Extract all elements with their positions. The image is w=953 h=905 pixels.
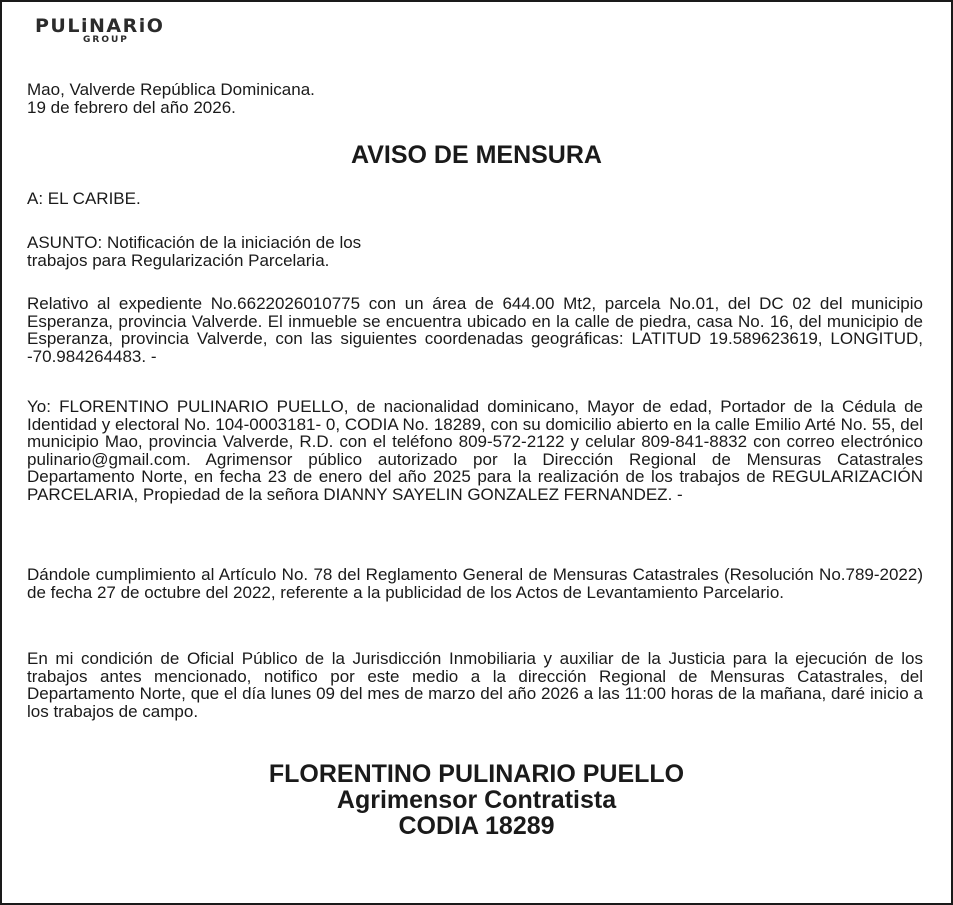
company-logo	[35, 15, 165, 45]
logo-subtitle: GROUP	[83, 35, 129, 45]
header-date: 19 de febrero del año 2026.	[27, 97, 236, 117]
subject-block	[27, 234, 923, 269]
paragraph-condicion: En mi condición de Oficial Público de la Jurisdicción Inmobiliaria y auxiliar de la Justicia para la ejecución de los trabajos antes mencionado, notifico por este medio a la dirección Regional de Mensuras Catastrales, del Departamento Norte, que el día lunes 09 del mes de marzo del año 2026 a las 11:00 horas de la mañana, daré inicio a los trabajos de campo.	[27, 649, 923, 721]
paragraph-relativo: Relativo al expediente No.6622026010775 con un área de 644.00 Mt2, parcela No.01, del DC 02 del municipio Esperanza, provincia Valverde. El inmueble se encuentra ubicado en la calle de piedra, casa No. 16, del municipio de Esperanza, provincia Valverde, con las siguientes coordenadas geográficas: LATITUD 19.589623619, LONGITUD, -70.984264483. -	[27, 294, 923, 366]
paragraph-yo: Yo: FLORENTINO PULINARIO PUELLO, de nacionalidad dominicano, Mayor de edad, Portador de la Cédula de Identidad y electoral No. 104-0003181- 0, CODIA No. 18289, con su domicilio abierto en la calle Emilio Arté No. 55, del municipio Mao, provincia Valverde, R.D. con el teléfono 809-572-2122 y celular 809-841-8832 con correo electrónico pulinario@gmail.com. Agrimensor público autorizado por la Dirección Regional de Mensuras Catastrales Departamento Norte, en fecha 23 de enero del año 2025 para la realización de los trabajos de REGULARIZACIÓN PARCELARIA, Propiedad de la señora DIANNY SAYELIN GONZALEZ FERNANDEZ. -	[27, 397, 923, 504]
subject-line-1: ASUNTO: Notificación de la iniciación de los	[27, 233, 362, 252]
recipient-line: A: EL CARIBE.	[27, 189, 141, 208]
signature-block	[2, 761, 951, 839]
header-place-date	[27, 81, 923, 116]
signature-role: Agrimensor Contratista	[336, 786, 617, 814]
subject-line-2: trabajos para Regularización Parcelaria.	[27, 250, 330, 270]
signature-codia: CODIA 18289	[398, 812, 555, 840]
header-place: Mao, Valverde República Dominicana.	[27, 80, 315, 99]
signature-name: FLORENTINO PULINARIO PUELLO	[268, 760, 685, 788]
page-title: AVISO DE MENSURA	[351, 141, 602, 169]
logo-wordmark: PULiNARiO	[35, 15, 165, 37]
paragraph-dandole: Dándole cumplimiento al Artículo No. 78 del Reglamento General de Mensuras Catastrales (Resolución No.789-2022) de fecha 27 de octubre del 2022, referente a la publicidad de los Actos de Levantamiento Parcelario.	[27, 565, 923, 602]
